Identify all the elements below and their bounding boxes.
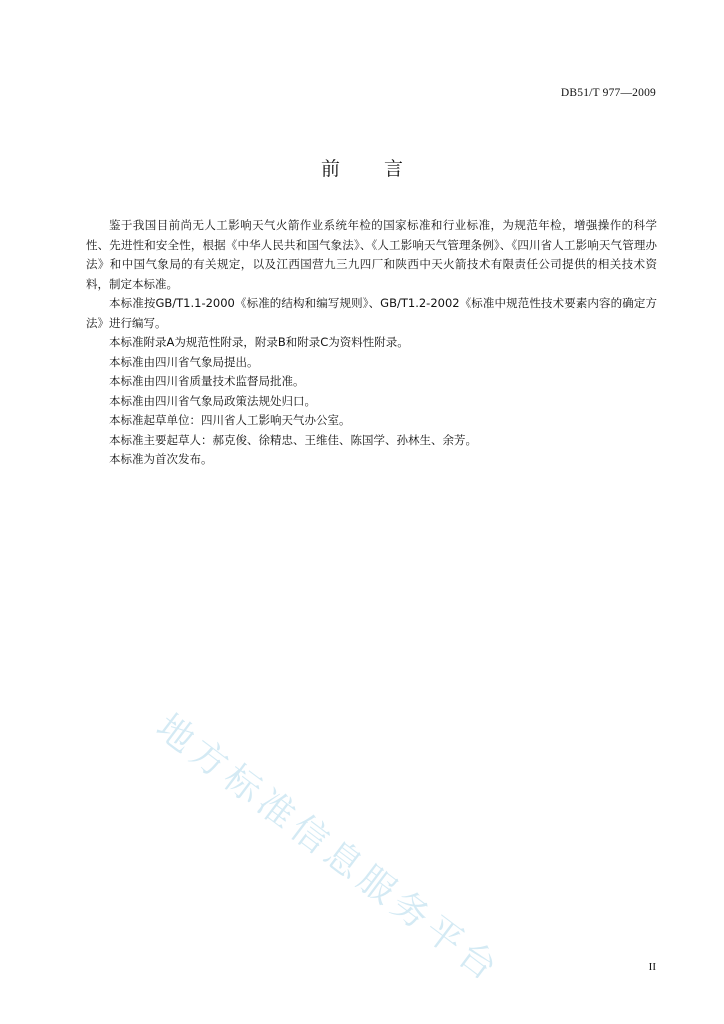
paragraph: 本标准主要起草人：郝克俊、徐精忠、王维佳、陈国学、孙林生、余芳。 (109, 432, 477, 447)
page-title: 前言 (320, 158, 447, 180)
paragraph: 本标准起草单位：四川省人工影响天气办公室。 (109, 413, 351, 427)
foreword-body (86, 216, 657, 470)
paragraph: 本标准附录A为规范性附录，附录B和附录C为资料性附录。 (109, 335, 409, 349)
paragraph: 本标准由四川省气象局提出。 (109, 354, 259, 369)
paragraph: 本标准为首次发布。 (109, 452, 213, 466)
paragraph: 本标准由四川省质量技术监督局批准。 (109, 374, 305, 388)
paragraph: 本标准由四川省气象局政策法规处归口。 (109, 393, 316, 408)
page-number: II (648, 961, 656, 973)
paragraph: 鉴于我国目前尚无人工影响天气火箭作业系统年检的国家标准和行业标准，为规范年检，增强操作的科学性、先进性和安全性，根据《中华人民共和国气象法》、《人工影响天气管理条例》、《四川省人工影响天气管理办法》和中国气象局的有关规定，以及江西国营九三九四厂和陕西中天火箭技术有限责任公司提供的相关技术资料，制定本标准。 (86, 218, 657, 291)
watermark: 地方标准信息服务平台 (148, 706, 509, 992)
document-code: DB51/T 977—2009 (560, 87, 656, 99)
paragraph: 本标准按GB/T1.1-2000《标准的结构和编写规则》、GB/T1.2-2002《标准中规范性技术要素内容的确定方法》进行编写。 (86, 296, 657, 330)
